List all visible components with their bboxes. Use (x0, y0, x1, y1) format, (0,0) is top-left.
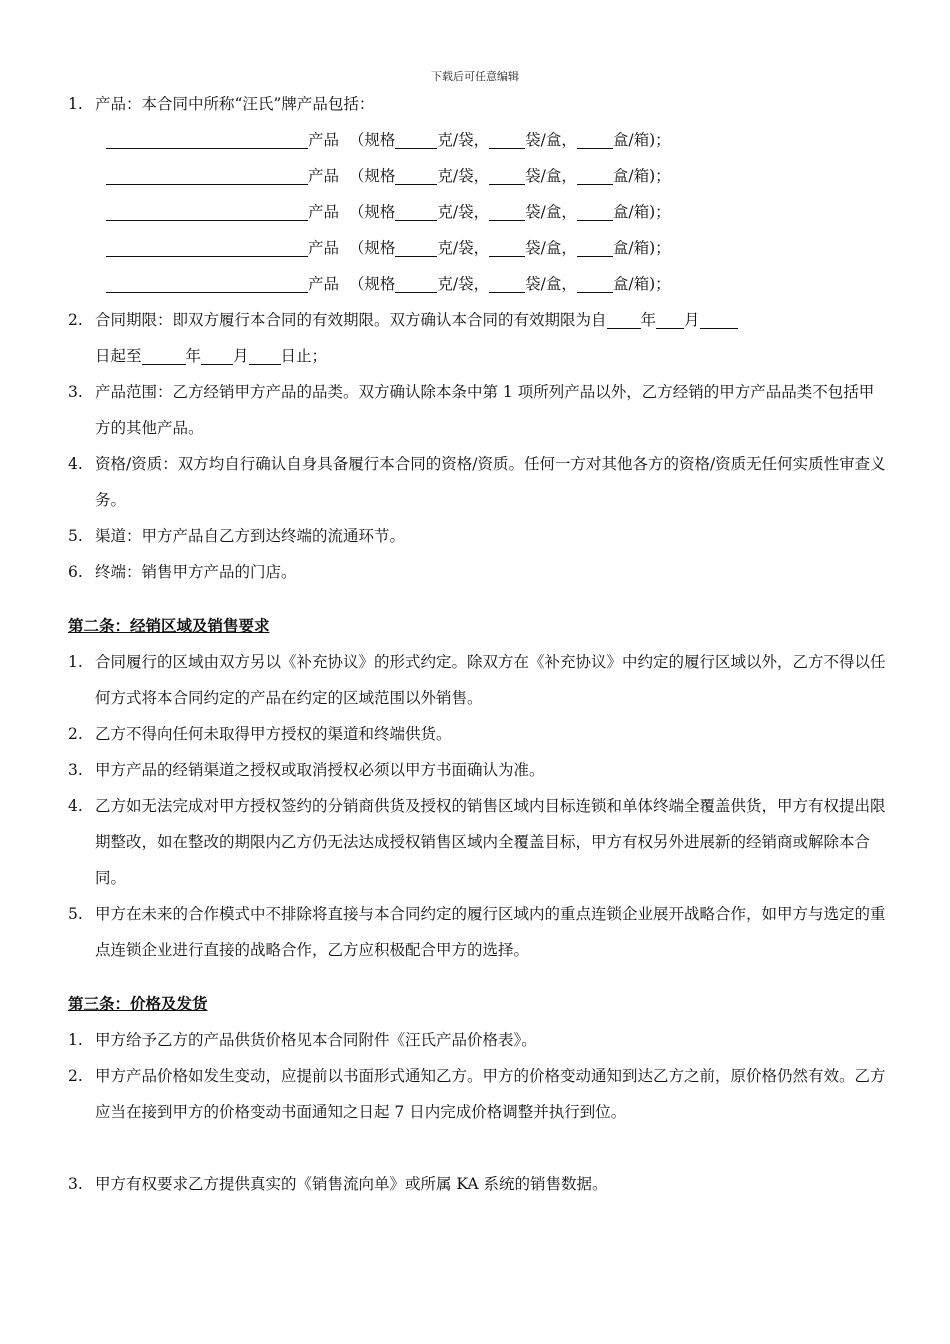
item-number: 5. (68, 905, 83, 923)
product-list (68, 122, 888, 302)
item-text: 甲方在未来的合作模式中不排除将直接与本合同约定的履行区域内的重点连锁企业展开战略合作，如甲方与选定的重点连锁企业进行直接的战略合作，乙方应积极配合甲方的选择。 (95, 905, 886, 959)
spec-label: （规格 (348, 275, 396, 293)
item-number: 3. (68, 383, 83, 401)
blank-grams[interactable] (395, 162, 437, 185)
clause-1-5 (68, 518, 888, 554)
item-number: 1. (68, 95, 83, 113)
item-text: 终端：销售甲方产品的门店。 (95, 563, 297, 581)
blank-bags[interactable] (489, 126, 525, 149)
blank-product-name[interactable] (106, 162, 308, 185)
item-number: 2. (68, 311, 83, 329)
clause-2-3 (68, 752, 888, 788)
item-text: 渠道：甲方产品自乙方到达终端的流通环节。 (95, 527, 406, 545)
item-text: 甲方产品的经销渠道之授权或取消授权必须以甲方书面确认为准。 (95, 761, 545, 779)
bags-unit: 袋/盒， (525, 167, 577, 185)
section-3-title: 第三条：价格及发货 (68, 994, 208, 1013)
boxes-unit: 盒/箱)； (612, 203, 671, 221)
product-row (68, 230, 888, 266)
from-label: 日起至 (95, 347, 142, 365)
spec-label: （规格 (348, 203, 396, 221)
product-label: 产品 (308, 131, 340, 149)
item-text: 合同履行的区域由双方另以《补充协议》的形式约定。除双方在《补充协议》中约定的履行区域以外，乙方不得以任何方式将本合同约定的产品在约定的区域范围以外销售。 (95, 653, 886, 707)
end-label: 日止； (280, 347, 328, 365)
blank-grams[interactable] (395, 126, 437, 149)
item-number: 4. (68, 797, 83, 815)
item-number: 5. (68, 527, 83, 545)
clause-1-6 (68, 554, 888, 590)
blank-end-day[interactable] (249, 342, 281, 365)
clause-1-4 (68, 446, 888, 518)
blank-boxes[interactable] (577, 234, 613, 257)
section-2-list (68, 644, 888, 968)
product-row (68, 158, 888, 194)
blank-boxes[interactable] (577, 162, 613, 185)
grams-unit: 克/袋， (437, 131, 490, 149)
grams-unit: 克/袋， (437, 203, 490, 221)
clause-2-1 (68, 644, 888, 716)
grams-unit: 克/袋， (437, 167, 490, 185)
blank-start-month[interactable] (656, 306, 684, 329)
blank-bags[interactable] (489, 198, 525, 221)
product-label: 产品 (308, 167, 340, 185)
item-number: 3. (68, 761, 83, 779)
item-number: 6. (68, 563, 83, 581)
document-body (68, 86, 888, 1202)
grams-unit: 克/袋， (437, 239, 490, 257)
clause-2-4 (68, 788, 888, 896)
item-number: 1. (68, 1031, 83, 1049)
blank-start-year[interactable] (607, 306, 641, 329)
year-label: 年 (640, 311, 657, 329)
item-text: 产品：本合同中所称“汪氏”牌产品包括： (95, 95, 375, 113)
blank-product-name[interactable] (106, 270, 308, 293)
blank-bags[interactable] (489, 270, 525, 293)
blank-boxes[interactable] (577, 126, 613, 149)
product-row (68, 194, 888, 230)
item-text: 合同期限：即双方履行本合同的有效期限。双方确认本合同的有效期限为自 (95, 311, 607, 329)
page-header: 下载后可任意编辑 (431, 70, 519, 83)
product-row (68, 122, 888, 158)
spec-label: （规格 (348, 167, 396, 185)
bags-unit: 袋/盒， (525, 239, 577, 257)
blank-product-name[interactable] (106, 198, 308, 221)
grams-unit: 克/袋， (437, 275, 490, 293)
item-text: 乙方不得向任何未取得甲方授权的渠道和终端供货。 (95, 725, 452, 743)
clause-2-5 (68, 896, 888, 968)
boxes-unit: 盒/箱)； (612, 131, 671, 149)
blank-grams[interactable] (395, 270, 437, 293)
clause-2-2 (68, 716, 888, 752)
item-text: 乙方如无法完成对甲方授权签约的分销商供货及授权的销售区域内目标连锁和单体终端全覆盖供货，甲方有权提出限期整改，如在整改的期限内乙方仍无法达成授权销售区域内全覆盖目标，甲方有权另外进展新的经销商或解除本合同。 (95, 797, 886, 887)
item-text: 甲方有权要求乙方提供真实的《销售流向单》或所属 KA 系统的销售数据。 (95, 1175, 608, 1193)
month-label: 月 (233, 347, 249, 365)
product-label: 产品 (308, 203, 340, 221)
blank-grams[interactable] (395, 198, 437, 221)
item-text: 产品范围：乙方经销甲方产品的品类。双方确认除本条中第 1 项所列产品以外，乙方经销的甲方产品品类不包括甲方的其他产品。 (95, 383, 875, 437)
item-text: 甲方给予乙方的产品供货价格见本合同附件《汪氏产品价格表》。 (95, 1031, 537, 1049)
blank-end-month[interactable] (201, 342, 233, 365)
blank-boxes[interactable] (577, 270, 613, 293)
product-label: 产品 (308, 239, 340, 257)
bags-unit: 袋/盒， (525, 131, 577, 149)
item-number: 3. (68, 1175, 83, 1193)
item-number: 2. (68, 1067, 83, 1085)
boxes-unit: 盒/箱)； (612, 275, 671, 293)
product-label: 产品 (308, 275, 340, 293)
blank-bags[interactable] (489, 234, 525, 257)
boxes-unit: 盒/箱)； (612, 167, 671, 185)
clause-1-1 (68, 86, 888, 122)
blank-product-name[interactable] (106, 234, 308, 257)
year-label: 年 (185, 347, 202, 365)
blank-end-year[interactable] (142, 342, 186, 365)
section-2-title: 第二条：经销区域及销售要求 (68, 616, 270, 635)
spec-label: （规格 (348, 239, 396, 257)
spec-label: （规格 (348, 131, 396, 149)
item-number: 1. (68, 653, 83, 671)
item-number: 2. (68, 725, 83, 743)
blank-bags[interactable] (489, 162, 525, 185)
item-text: 甲方产品价格如发生变动，应提前以书面形式通知乙方。甲方的价格变动通知到达乙方之前，原价格仍然有效。乙方应当在接到甲方的价格变动书面通知之日起 7 日内完成价格调整并执行到位。 (95, 1067, 886, 1121)
clause-1-2 (68, 302, 888, 374)
blank-grams[interactable] (395, 234, 437, 257)
clause-1-3 (68, 374, 888, 446)
clause-3-2 (68, 1058, 888, 1130)
bags-unit: 袋/盒， (525, 275, 577, 293)
boxes-unit: 盒/箱)； (612, 239, 671, 257)
clause-3-3 (68, 1166, 888, 1202)
month-label: 月 (684, 311, 700, 329)
bags-unit: 袋/盒， (525, 203, 577, 221)
product-row (68, 266, 888, 302)
item-number: 4. (68, 455, 83, 473)
blank-boxes[interactable] (577, 198, 613, 221)
blank-product-name[interactable] (106, 126, 308, 149)
clause-3-1 (68, 1022, 888, 1058)
item-text: 资格/资质：双方均自行确认自身具备履行本合同的资格/资质。任何一方对其他各方的资格/资质无任何实质性审查义务。 (95, 455, 886, 509)
blank-start-day[interactable] (700, 306, 738, 329)
